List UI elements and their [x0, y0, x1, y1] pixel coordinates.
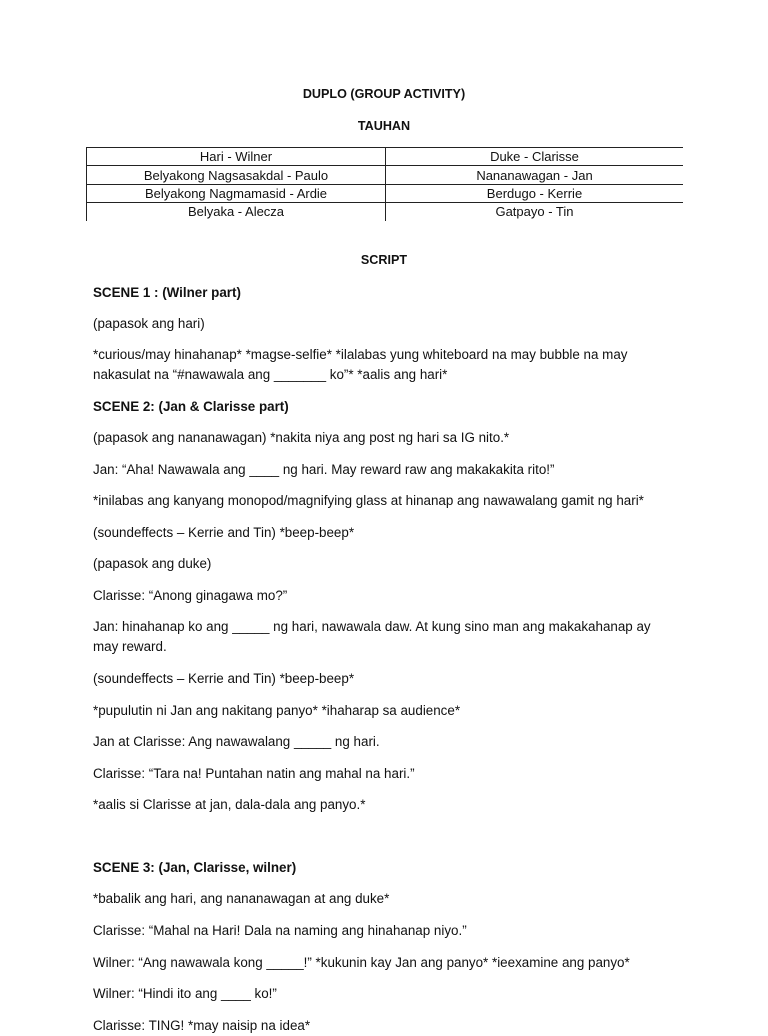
script-line: Clarisse: TING! *may naisip na idea*	[93, 1018, 311, 1033]
script-line: *aalis si Clarisse at jan, dala-dala ang panyo.*	[93, 797, 366, 812]
cast-cell: Berdugo - Kerrie	[386, 184, 684, 202]
scene-heading: SCENE 3: (Jan, Clarisse, wilner)	[93, 860, 297, 875]
script-line: (papasok ang hari)	[93, 316, 205, 331]
cast-cell: Belyakong Nagmamasid - Ardie	[87, 184, 386, 202]
script-line: Jan: hinahanap ko ang _____ ng hari, nawawala daw. At kung sino man ang makakahanap ay may reward.	[93, 619, 651, 654]
table-row	[87, 203, 684, 221]
script-line: Clarisse: “Anong ginagawa mo?”	[93, 588, 288, 603]
script-line: *inilabas ang kanyang monopod/magnifying glass at hinanap ang nawawalang gamit ng hari*	[93, 493, 644, 508]
script-line: (papasok ang nananawagan) *nakita niya ang post ng hari sa IG nito.*	[93, 430, 510, 445]
scene-heading: SCENE 1 : (Wilner part)	[93, 285, 241, 300]
script-line: *pupulutin ni Jan ang nakitang panyo* *ihaharap sa audience*	[93, 703, 461, 718]
script-line: Jan at Clarisse: Ang nawawalang _____ ng hari.	[93, 734, 380, 749]
table-row	[87, 166, 684, 184]
script-line: Wilner: “Ang nawawala kong _____!” *kukunin kay Jan ang panyo* *ieexamine ang panyo*	[93, 955, 630, 970]
scene-heading: SCENE 2: (Jan & Clarisse part)	[93, 399, 289, 414]
script-line: (soundeffects – Kerrie and Tin) *beep-beep*	[93, 671, 355, 686]
script-line: (soundeffects – Kerrie and Tin) *beep-beep*	[93, 525, 355, 540]
cast-cell: Belyakong Nagsasakdal - Paulo	[87, 166, 386, 184]
document-title: DUPLO (GROUP ACTIVITY)	[302, 87, 466, 101]
script-line: Wilner: “Hindi ito ang ____ ko!”	[93, 986, 277, 1001]
cast-cell: Belyaka - Alecza	[87, 203, 386, 221]
script-line: *babalik ang hari, ang nananawagan at ang duke*	[93, 891, 390, 906]
cast-heading: TAUHAN	[357, 119, 411, 133]
script-heading: SCRIPT	[360, 253, 408, 267]
cast-cell: Gatpayo - Tin	[495, 204, 574, 220]
script-line: Clarisse: “Mahal na Hari! Dala na naming ang hinahanap niyo.”	[93, 923, 467, 938]
table-row	[87, 148, 684, 166]
script-line: (papasok ang duke)	[93, 556, 212, 571]
script-line: Clarisse: “Tara na! Puntahan natin ang mahal na hari.”	[93, 766, 415, 781]
table-row	[87, 184, 684, 202]
cast-cell: Duke - Clarisse	[386, 148, 684, 166]
cast-table	[86, 147, 683, 221]
script-line: *curious/may hinahanap* *magse-selfie* *ilalabas yung whiteboard na may bubble na may nakasulat na “#nawawala ang _______ ko”* *aalis ang hari*	[93, 347, 628, 382]
cast-cell: Nananawagan - Jan	[386, 166, 684, 184]
cast-cell: Hari - Wilner	[87, 148, 386, 166]
script-line: Jan: “Aha! Nawawala ang ____ ng hari. May reward raw ang makakakita rito!”	[93, 462, 555, 477]
